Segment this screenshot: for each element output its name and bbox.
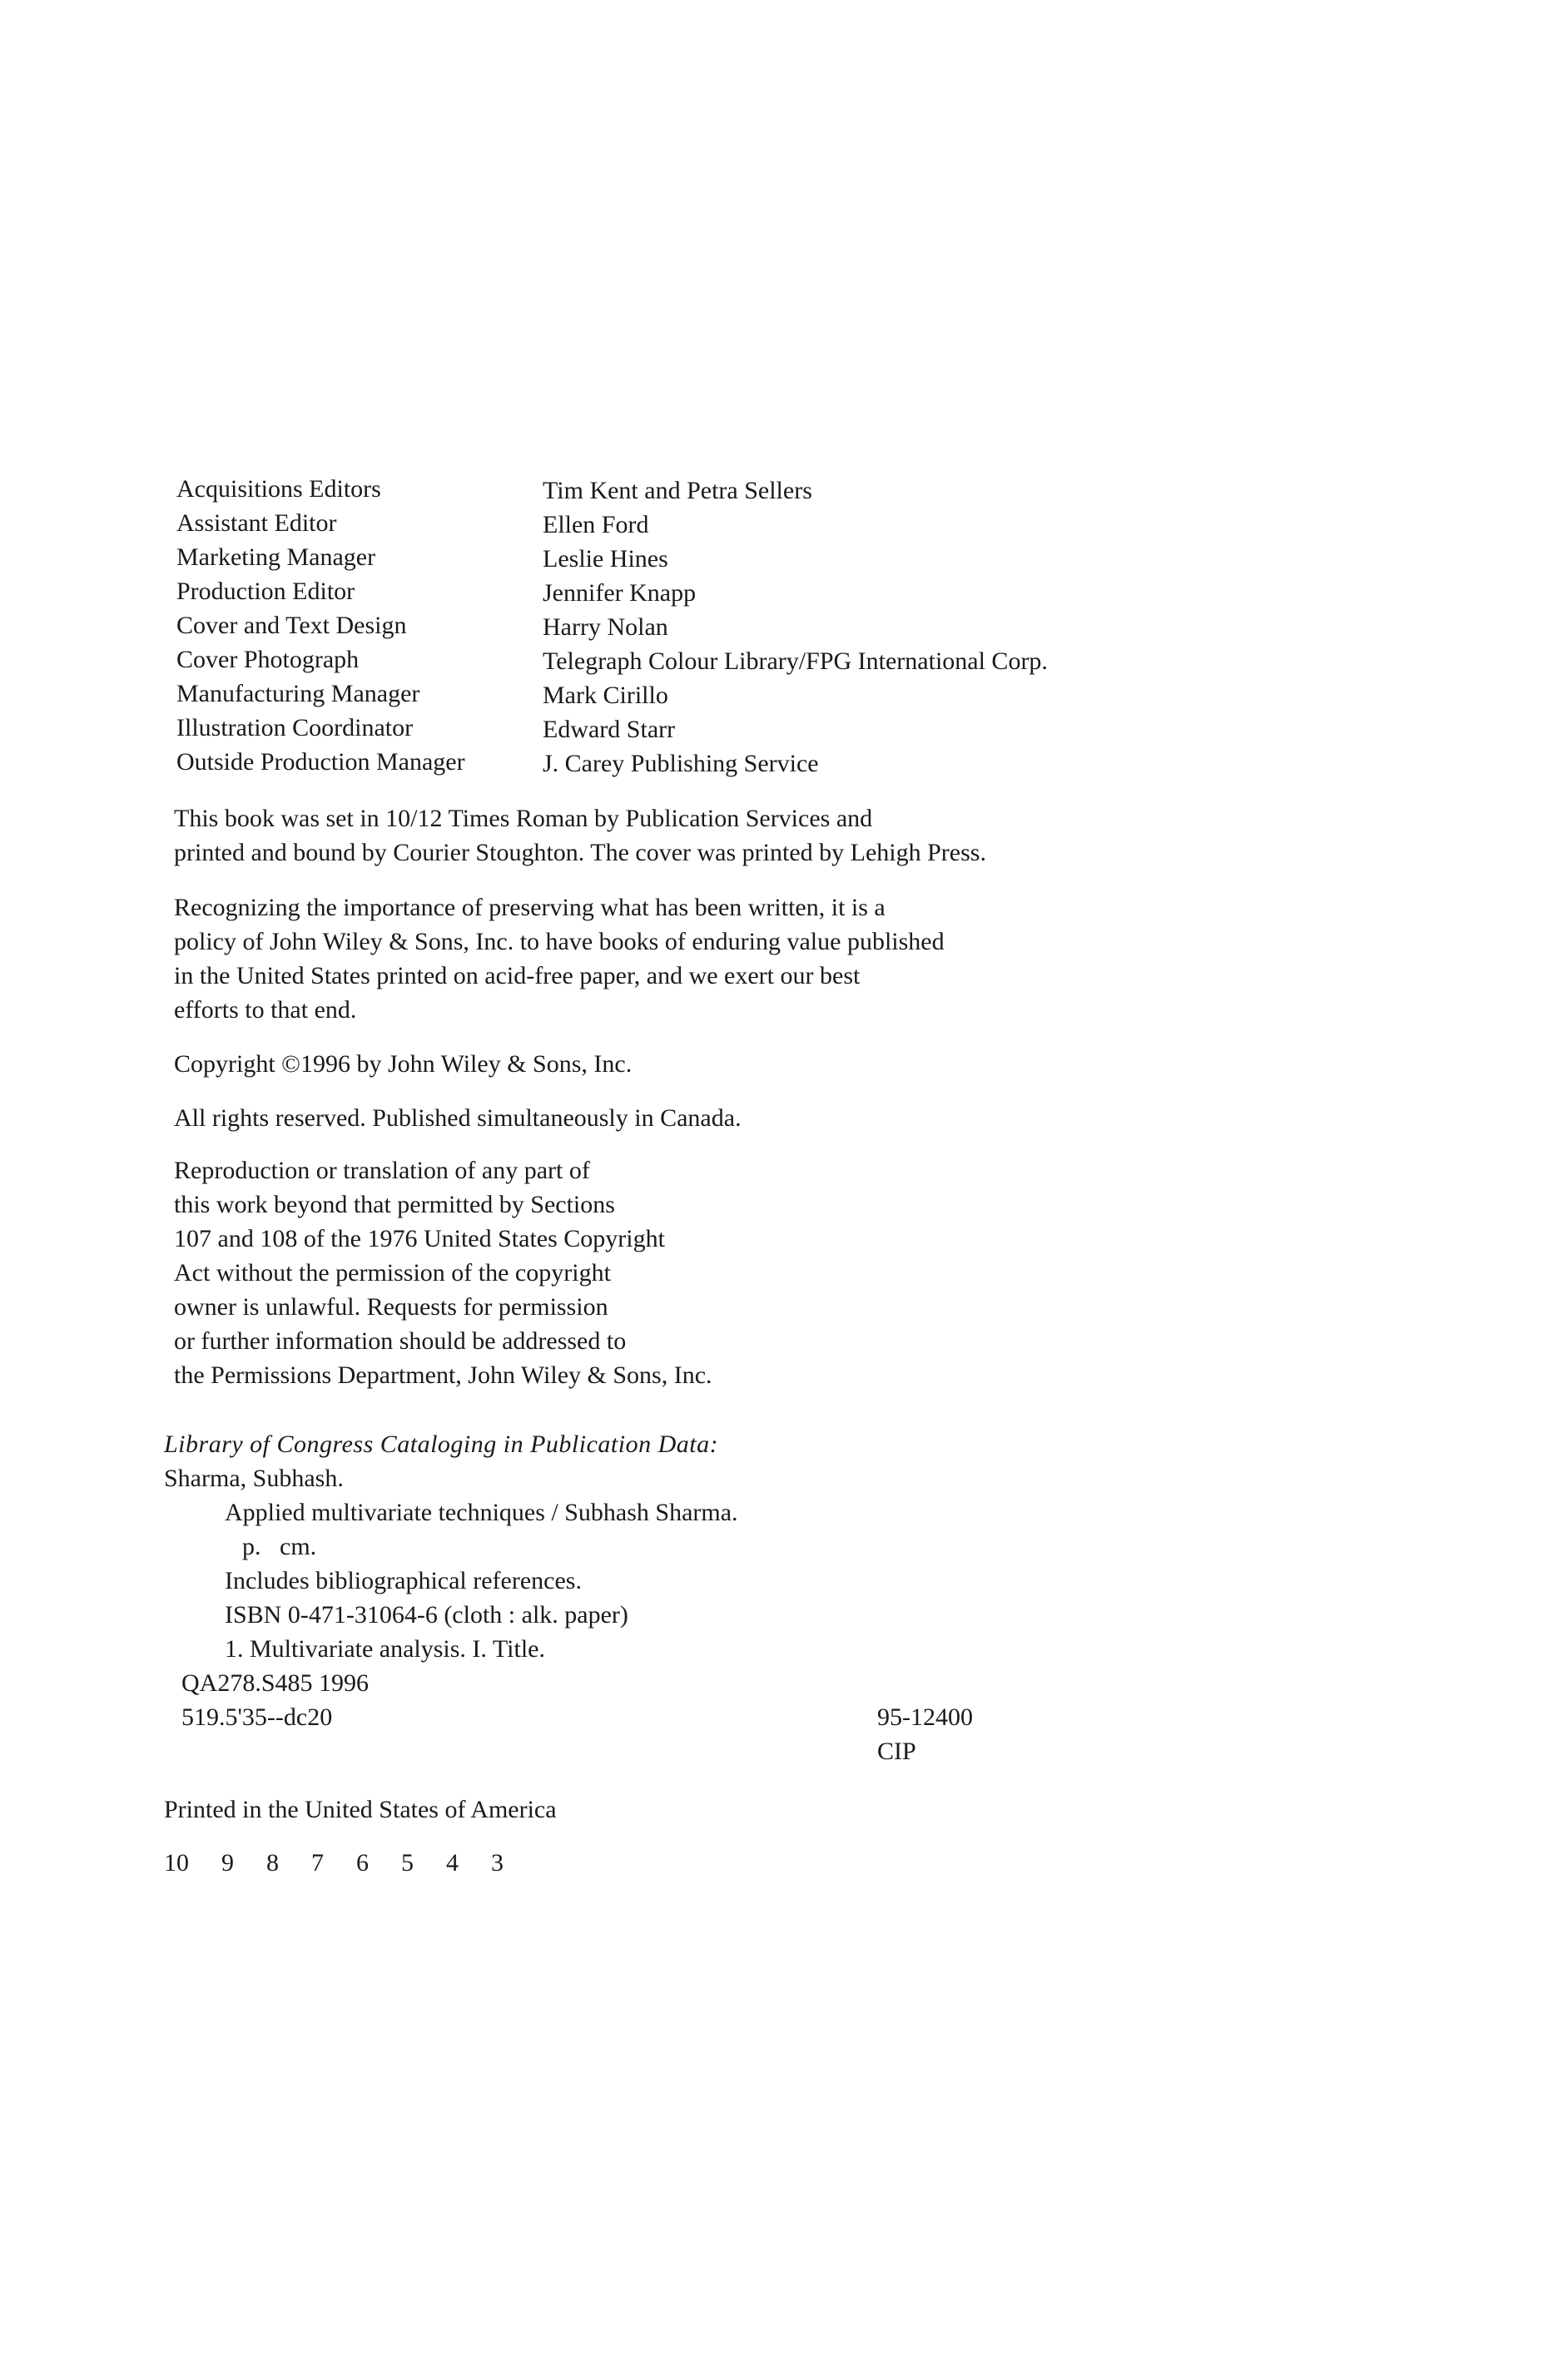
credit-name: Leslie Hines xyxy=(543,545,668,573)
credit-name: Edward Starr xyxy=(543,716,676,743)
printing-number-line: 10 9 8 7 6 5 4 3 xyxy=(164,1849,504,1877)
credit-role: Assistant Editor xyxy=(176,509,337,537)
credit-name: Harry Nolan xyxy=(543,613,668,641)
credit-row xyxy=(176,677,1342,711)
cip-subject: 1. Multivariate analysis. I. Title. xyxy=(225,1635,545,1663)
credit-row xyxy=(176,745,1342,779)
text-line: Act without the permission of the copyright xyxy=(174,1259,611,1287)
text-line: the Permissions Department, John Wiley & Sons, Inc. xyxy=(174,1361,712,1389)
credit-role: Acquisitions Editors xyxy=(176,475,381,503)
text-line: this work beyond that permitted by Sections xyxy=(174,1191,615,1218)
text-line: This book was set in 10/12 Times Roman by Publication Services and xyxy=(174,805,873,832)
text-line: Reproduction or translation of any part of xyxy=(174,1157,590,1184)
credit-row xyxy=(176,574,1342,608)
copyright-notice xyxy=(174,1047,632,1081)
cip-label: CIP xyxy=(877,1738,916,1765)
reproduction-notice xyxy=(174,1153,712,1392)
text-line: efforts to that end. xyxy=(174,996,357,1024)
credit-row xyxy=(176,711,1342,745)
credit-role: Outside Production Manager xyxy=(176,748,465,776)
cip-dewey-row xyxy=(164,1700,1329,1734)
credit-row xyxy=(176,506,1342,540)
printed-in-line: Printed in the United States of America xyxy=(164,1796,557,1823)
credit-name: Tim Kent and Petra Sellers xyxy=(543,477,812,504)
credit-role: Production Editor xyxy=(176,578,355,605)
credit-row xyxy=(176,608,1342,642)
text-line: 107 and 108 of the 1976 United States Copyright xyxy=(174,1225,665,1252)
cip-dewey: 519.5'35--dc20 xyxy=(181,1703,333,1731)
credit-row xyxy=(176,472,1342,506)
cip-bibliography: Includes bibliographical references. xyxy=(225,1567,582,1594)
cataloging-data xyxy=(164,1427,1329,1768)
text-line: or further information should be addressed to xyxy=(174,1327,627,1355)
text-line: Copyright ©1996 by John Wiley & Sons, Inc. xyxy=(174,1050,633,1078)
cip-lccn: 95-12400 xyxy=(877,1703,973,1731)
credit-row xyxy=(176,642,1342,677)
credit-role: Marketing Manager xyxy=(176,543,376,571)
credit-name: Jennifer Knapp xyxy=(543,579,697,607)
text-line: in the United States printed on acid-free paper, and we exert our best xyxy=(174,962,861,989)
text-line: printed and bound by Courier Stoughton. The cover was printed by Lehigh Press. xyxy=(174,839,986,866)
cip-isbn: ISBN 0-471-31064-6 (cloth : alk. paper) xyxy=(225,1601,628,1629)
typesetting-note xyxy=(174,801,986,870)
credits-list xyxy=(176,472,1342,779)
text-line: policy of John Wiley & Sons, Inc. to have books of enduring value published xyxy=(174,928,945,955)
text-line: Recognizing the importance of preserving what has been written, it is a xyxy=(174,894,886,921)
credit-name: Mark Cirillo xyxy=(543,682,668,709)
credit-role: Illustration Coordinator xyxy=(176,714,414,741)
cip-pages: p. cm. xyxy=(242,1533,317,1560)
credit-row xyxy=(176,540,1342,574)
credit-name: Ellen Ford xyxy=(543,511,649,538)
credit-name: J. Carey Publishing Service xyxy=(543,750,819,777)
credit-role: Cover and Text Design xyxy=(176,612,407,639)
credit-role: Manufacturing Manager xyxy=(176,680,420,707)
rights-notice xyxy=(174,1101,742,1135)
cip-title: Applied multivariate techniques / Subhash Sharma. xyxy=(225,1499,738,1526)
text-line: owner is unlawful. Requests for permission xyxy=(174,1293,608,1321)
text-line: All rights reserved. Published simultaneously in Canada. xyxy=(174,1104,742,1132)
cip-heading: Library of Congress Cataloging in Publication Data: xyxy=(164,1430,719,1458)
credit-name: Telegraph Colour Library/FPG International Corp. xyxy=(543,647,1048,675)
cip-lc-class: QA278.S485 1996 xyxy=(181,1669,370,1697)
cip-author: Sharma, Subhash. xyxy=(164,1465,344,1492)
credit-role: Cover Photograph xyxy=(176,646,360,673)
acid-free-paper-note xyxy=(174,890,945,1027)
